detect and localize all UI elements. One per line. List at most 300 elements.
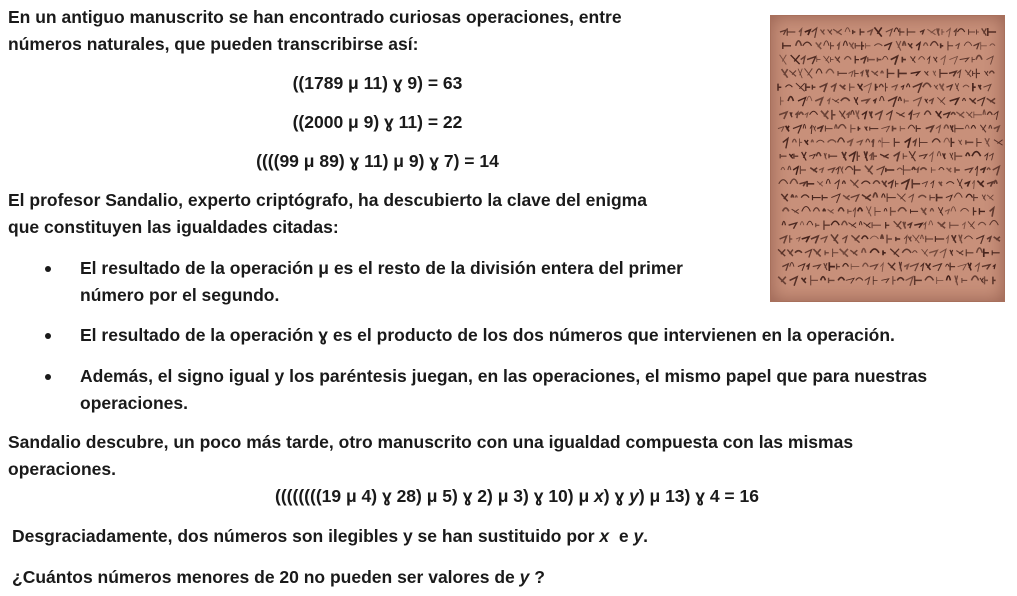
hieroglyph-stroke [976, 29, 978, 34]
hieroglyph-stroke [864, 151, 867, 161]
hieroglyph-stroke [908, 237, 911, 242]
hieroglyph-stroke [849, 43, 853, 50]
intro-line-1: En un antiguo manuscrito se han encontrado curiosas operaciones, entre [8, 7, 622, 27]
hieroglyph-stroke [922, 182, 928, 187]
hieroglyph-stroke [781, 167, 785, 170]
hieroglyph-stroke [929, 99, 933, 104]
hieroglyph-stroke [979, 208, 985, 215]
hieroglyph-stroke [840, 85, 846, 90]
hieroglyph-stroke [955, 276, 958, 286]
hieroglyph-stroke [807, 221, 813, 225]
hieroglyph-stroke [793, 167, 798, 175]
hieroglyph-stroke [800, 138, 803, 146]
hieroglyph-stroke [863, 263, 869, 266]
hieroglyph-stroke [838, 125, 846, 129]
hieroglyph-stroke [955, 125, 964, 133]
hieroglyph-stroke [925, 99, 928, 103]
hieroglyph-stroke [943, 153, 946, 159]
hieroglyph-stroke [896, 237, 900, 241]
hieroglyph-stroke [795, 196, 797, 198]
hieroglyph-stroke [937, 194, 943, 202]
hieroglyph-stroke [929, 250, 937, 256]
hieroglyph-stroke [976, 55, 982, 59]
hieroglyph-stroke [955, 152, 962, 160]
hieroglyph-stroke [857, 140, 863, 145]
hieroglyph-stroke [816, 42, 822, 49]
hieroglyph-stroke [817, 126, 822, 132]
hieroglyph-stroke [913, 83, 922, 92]
hieroglyph-stroke [824, 263, 827, 270]
hieroglyph-stroke [874, 44, 882, 46]
hieroglyph-stroke [964, 42, 972, 46]
hieroglyph-stroke [937, 277, 944, 284]
hieroglyph-stroke [945, 209, 949, 214]
hieroglyph-stroke [939, 167, 944, 170]
hieroglyph-stroke [787, 28, 795, 36]
hieroglyph-stroke [783, 208, 789, 211]
hieroglyph-stroke [894, 138, 899, 147]
hieroglyph-stroke [823, 209, 825, 211]
hieroglyph-stroke [893, 276, 896, 285]
hieroglyph-stroke [875, 207, 881, 216]
hieroglyph-stroke [959, 235, 962, 244]
hieroglyph-stroke [799, 112, 803, 114]
hieroglyph-stroke [798, 69, 802, 79]
hieroglyph-stroke [894, 221, 902, 229]
hieroglyph-stroke [904, 265, 908, 270]
hieroglyph-stroke [860, 71, 862, 76]
hieroglyph-stroke [951, 207, 956, 212]
hieroglyph-stroke [812, 28, 817, 38]
hieroglyph-stroke [789, 71, 796, 77]
hieroglyph-stroke [812, 195, 820, 200]
hieroglyph-stroke [778, 249, 785, 256]
hieroglyph-stroke [806, 83, 810, 90]
hieroglyph-stroke [940, 69, 948, 78]
hieroglyph-stroke [982, 28, 987, 35]
hieroglyph-stroke [865, 166, 873, 175]
hieroglyph-stroke [966, 153, 970, 156]
hieroglyph-stroke [848, 223, 856, 228]
hieroglyph-stroke [902, 57, 906, 63]
hieroglyph-stroke [831, 57, 834, 62]
hieroglyph-stroke [977, 181, 983, 187]
hieroglyph-stroke [884, 43, 891, 50]
hieroglyph-stroke [870, 265, 878, 270]
hieroglyph-stroke [885, 83, 887, 92]
hieroglyph-stroke [943, 113, 950, 119]
hieroglyph-stroke [936, 111, 942, 118]
hieroglyph-stroke [893, 126, 897, 132]
hieroglyph-stroke [851, 195, 859, 202]
hieroglyph-stroke [965, 125, 969, 129]
hieroglyph-stroke [987, 56, 994, 64]
hieroglyph-stroke [955, 83, 958, 91]
hieroglyph-stroke [778, 127, 784, 132]
hieroglyph-stroke [923, 43, 927, 46]
hieroglyph-stroke [931, 167, 935, 173]
bullet-dot-2 [45, 333, 51, 339]
hieroglyph-stroke [805, 113, 808, 118]
hieroglyph-stroke [920, 168, 926, 170]
hieroglyph-stroke [951, 138, 954, 147]
hieroglyph-stroke [950, 250, 953, 256]
hieroglyph-stroke [888, 181, 893, 188]
hieroglyph-stroke [989, 153, 993, 160]
hieroglyph-stroke [983, 84, 991, 91]
hieroglyph-stroke [833, 29, 841, 34]
hieroglyph-stroke [826, 179, 830, 184]
equation-2: ((2000 μ 9) ɣ 11) = 22 [292, 112, 463, 132]
hieroglyph-stroke [838, 138, 845, 143]
hieroglyph-stroke [927, 29, 935, 34]
hieroglyph-stroke [842, 221, 848, 225]
hieroglyph-stroke [937, 152, 941, 157]
hieroglyph-stroke [963, 85, 969, 87]
hieroglyph-stroke [913, 113, 919, 118]
hieroglyph-stroke [911, 72, 920, 76]
hieroglyph-stroke [994, 126, 999, 132]
hieroglyph-stroke [804, 140, 808, 145]
hieroglyph-stroke [975, 263, 979, 272]
hieroglyph-stroke [910, 56, 915, 62]
hieroglyph-stroke [831, 84, 836, 91]
hieroglyph-stroke [809, 154, 815, 159]
hieroglyph-stroke [872, 139, 874, 147]
hieroglyph-stroke [922, 249, 928, 256]
hieroglyph-stroke [931, 181, 934, 188]
hieroglyph-stroke [833, 249, 839, 257]
hieroglyph-stroke [990, 221, 999, 226]
hieroglyph-stroke [831, 42, 834, 49]
hieroglyph-stroke [869, 154, 872, 160]
hieroglyph-stroke [969, 98, 975, 103]
hieroglyph-stroke [868, 57, 875, 62]
hieroglyph-stroke [904, 99, 909, 104]
hieroglyph-stroke [977, 138, 982, 147]
hieroglyph-stroke [935, 236, 944, 242]
hieroglyph-stroke [844, 57, 851, 60]
hieroglyph-stroke [865, 277, 870, 285]
hieroglyph-stroke [909, 194, 914, 202]
hieroglyph-stroke [842, 236, 847, 243]
hieroglyph-stroke [780, 236, 787, 243]
hieroglyph-stroke [866, 139, 870, 142]
hieroglyph-stroke [786, 126, 789, 132]
hieroglyph-stroke [974, 112, 982, 119]
hieroglyph-stroke [873, 181, 880, 184]
hieroglyph-stroke [920, 30, 924, 34]
hieroglyph-stroke [949, 71, 956, 76]
hieroglyph-stroke [853, 208, 856, 218]
hieroglyph-stroke [962, 278, 967, 283]
hieroglyph-stroke [898, 97, 901, 101]
hieroglyph-stroke [908, 125, 915, 129]
hieroglyph-stroke [824, 220, 830, 229]
hieroglyph-stroke [987, 112, 992, 115]
hieroglyph-stroke [955, 44, 959, 49]
hieroglyph-stroke [937, 97, 945, 104]
hieroglyph-stroke [813, 265, 821, 269]
hieroglyph-stroke [881, 235, 883, 239]
bullet-dot-3 [45, 374, 51, 380]
hieroglyph-stroke [921, 208, 926, 215]
hieroglyph-stroke [862, 112, 867, 119]
hieroglyph-stroke [891, 207, 896, 216]
hieroglyph-stroke [782, 264, 788, 271]
hieroglyph-stroke [810, 168, 817, 173]
hieroglyph-stroke [972, 57, 975, 63]
hieroglyph-stroke [933, 57, 937, 62]
hieroglyph-stroke [924, 71, 928, 75]
hieroglyph-stroke [976, 69, 980, 79]
bullet-1-line-2: número por el segundo. [80, 285, 280, 305]
hieroglyph-stroke [858, 84, 863, 91]
hieroglyph-stroke [866, 70, 869, 78]
hieroglyph-stroke [817, 181, 823, 186]
hieroglyph-stroke [982, 195, 985, 201]
hieroglyph-stroke [948, 41, 953, 50]
hieroglyph-stroke [949, 56, 957, 64]
hieroglyph-stroke [942, 29, 944, 35]
hieroglyph-stroke [792, 139, 796, 142]
hieroglyph-stroke [870, 249, 879, 253]
hieroglyph-stroke [856, 110, 859, 119]
hieroglyph-stroke [782, 69, 788, 78]
hieroglyph-stroke [860, 29, 864, 36]
hieroglyph-stroke [936, 126, 941, 134]
hieroglyph-stroke [985, 138, 989, 146]
hieroglyph-stroke [861, 99, 869, 103]
hieroglyph-stroke [787, 250, 793, 256]
hieroglyph-stroke [958, 264, 967, 270]
compound-equation: ((((((((19 μ 4) ɣ 28) μ 5) ɣ 2) μ 3) ɣ 10) μ x) ɣ y) μ 13) ɣ 4 = 16 [275, 486, 759, 506]
hieroglyph-stroke [811, 236, 818, 243]
hieroglyph-stroke [919, 57, 925, 60]
hieroglyph-stroke [994, 237, 1000, 241]
hieroglyph-stroke [887, 69, 894, 78]
hieroglyph-stroke [965, 236, 973, 239]
hieroglyph-stroke [913, 97, 921, 106]
hieroglyph-stroke [831, 234, 838, 243]
hieroglyph-stroke [978, 222, 986, 225]
hieroglyph-stroke [990, 208, 994, 217]
hieroglyph-stroke [840, 166, 843, 173]
hieroglyph-stroke [874, 27, 881, 36]
hieroglyph-stroke [916, 168, 918, 173]
hieroglyph-stroke [860, 57, 865, 64]
hieroglyph-stroke [987, 98, 995, 103]
hieroglyph-stroke [802, 206, 811, 211]
professor-line-2: que constituyen las igualdades citadas: [8, 217, 339, 237]
hieroglyph-stroke [966, 140, 973, 144]
hieroglyph-stroke [796, 237, 800, 241]
hieroglyph-stroke [835, 57, 840, 63]
hieroglyph-stroke [919, 154, 927, 158]
hieroglyph-stroke [801, 278, 805, 283]
hieroglyph-stroke [916, 43, 920, 51]
hieroglyph-stroke [835, 125, 837, 129]
hieroglyph-stroke [894, 153, 900, 162]
hieroglyph-stroke [898, 69, 906, 77]
hieroglyph-stroke [972, 152, 981, 157]
hieroglyph-stroke [778, 84, 781, 91]
hieroglyph-stroke [909, 111, 912, 119]
hieroglyph-stroke [802, 152, 807, 161]
hieroglyph-stroke [972, 180, 974, 189]
hieroglyph-stroke [851, 264, 859, 270]
hieroglyph-stroke [890, 249, 899, 257]
hieroglyph-stroke [898, 208, 906, 212]
hieroglyph-stroke [847, 140, 852, 146]
hieroglyph-stroke [803, 124, 806, 128]
hieroglyph-stroke [843, 263, 849, 266]
hieroglyph-stroke [800, 166, 806, 174]
hieroglyph-stroke [825, 250, 829, 255]
hieroglyph-stroke [880, 154, 889, 158]
hieroglyph-stroke [989, 125, 992, 128]
hieroglyph-stroke [939, 84, 943, 91]
hieroglyph-stroke [966, 194, 973, 197]
hieroglyph-stroke [929, 221, 933, 225]
hieroglyph-stroke [835, 180, 840, 189]
hieroglyph-stroke [856, 278, 863, 281]
hieroglyph-stroke [933, 264, 942, 271]
hieroglyph-stroke [824, 41, 829, 46]
hieroglyph-stroke [817, 57, 821, 62]
hieroglyph-stroke [879, 84, 883, 87]
hieroglyph-stroke [804, 68, 812, 78]
hieroglyph-stroke [993, 166, 1000, 175]
hieroglyph-stroke [785, 85, 792, 87]
hieroglyph-stroke [855, 70, 859, 77]
hieroglyph-stroke [821, 237, 827, 243]
discovery-line-1: Sandalio descubre, un poco más tarde, otro manuscrito con una igualdad compuesta con las mismas [8, 432, 854, 452]
hieroglyph-stroke [873, 276, 877, 285]
hieroglyph-stroke [828, 30, 832, 35]
hieroglyph-stroke [934, 85, 938, 90]
hieroglyph-stroke [864, 83, 872, 93]
hieroglyph-stroke [841, 98, 850, 101]
hieroglyph-stroke [831, 194, 840, 203]
hieroglyph-stroke [792, 209, 799, 213]
hieroglyph-stroke [884, 209, 887, 212]
hieroglyph-stroke [865, 127, 868, 131]
hieroglyph-stroke [815, 98, 822, 106]
hieroglyph-stroke [849, 152, 855, 162]
hieroglyph-stroke [807, 181, 814, 187]
hieroglyph-stroke [900, 28, 905, 36]
hieroglyph-stroke [866, 43, 871, 48]
hieroglyph-stroke [795, 113, 797, 119]
hieroglyph-stroke [941, 43, 944, 48]
hieroglyph-stroke [959, 140, 962, 145]
hieroglyph-stroke [873, 99, 876, 103]
hieroglyph-stroke [912, 179, 920, 188]
hieroglyph-stroke [965, 168, 973, 173]
hieroglyph-stroke [811, 140, 813, 142]
hieroglyph-stroke [993, 277, 996, 285]
hieroglyph-stroke [926, 126, 934, 132]
hieroglyph-stroke [974, 194, 978, 201]
hieroglyph-stroke [788, 166, 791, 170]
hieroglyph-stroke [957, 29, 964, 32]
hieroglyph-stroke [930, 209, 933, 212]
hieroglyph-stroke [987, 237, 991, 242]
hieroglyph-stroke [962, 223, 965, 229]
hieroglyph-stroke [944, 138, 950, 142]
hieroglyph-stroke [816, 69, 822, 73]
hieroglyph-stroke [796, 83, 805, 91]
hieroglyph-stroke [930, 42, 938, 46]
hieroglyph-stroke [957, 70, 960, 78]
hieroglyph-stroke [941, 56, 946, 65]
hieroglyph-stroke [875, 111, 882, 120]
hieroglyph-stroke [870, 236, 878, 239]
hieroglyph-stroke [795, 251, 802, 253]
hieroglyph-stroke [960, 58, 969, 62]
question-line: ¿Cuántos números menores de 20 no pueden ser valores de y ? [12, 567, 545, 587]
hieroglyph-stroke [807, 96, 812, 101]
hieroglyph-stroke [789, 154, 792, 158]
hieroglyph-stroke [829, 278, 835, 283]
hieroglyph-stroke [813, 249, 820, 256]
hieroglyph-stroke [981, 42, 987, 50]
hieroglyph-stroke [790, 277, 798, 286]
hieroglyph-stroke [806, 265, 809, 270]
hieroglyph-stroke [816, 153, 821, 157]
hieroglyph-stroke [984, 249, 989, 257]
hieroglyph-stroke [980, 125, 986, 133]
hieroglyph-stroke [842, 152, 846, 161]
hieroglyph-stroke [850, 250, 857, 255]
hieroglyph-stroke [896, 41, 901, 51]
hieroglyph-stroke [912, 235, 919, 243]
hieroglyph-stroke [930, 195, 935, 201]
hieroglyph-stroke [992, 250, 999, 255]
hieroglyph-stroke [993, 265, 995, 269]
hieroglyph-stroke [940, 249, 946, 258]
hieroglyph-stroke [957, 179, 962, 189]
bullet-3-line-1: Además, el signo igual y los paréntesis juegan, en las operaciones, el mismo papel que para nuestras [80, 366, 928, 386]
hieroglyph-stroke [977, 98, 984, 107]
hieroglyph-stroke [831, 221, 839, 225]
hieroglyph-stroke [850, 83, 855, 91]
hieroglyph-stroke [897, 194, 905, 202]
hieroglyph-stroke [862, 236, 868, 239]
hieroglyph-stroke [951, 113, 955, 115]
hieroglyph-stroke [796, 41, 802, 46]
hieroglyph-stroke [854, 166, 860, 175]
hieroglyph-stroke [918, 195, 926, 197]
hieroglyph-stroke [946, 29, 950, 38]
hieroglyph-stroke [888, 97, 896, 107]
hieroglyph-stroke [781, 194, 787, 201]
hieroglyph-stroke [887, 235, 892, 244]
hieroglyph-stroke [946, 264, 949, 266]
hieroglyph-stroke [985, 276, 988, 284]
variable-y: y [629, 486, 639, 506]
hieroglyph-stroke [906, 277, 913, 286]
hieroglyph-stroke [932, 139, 940, 143]
hieroglyph-stroke [783, 138, 788, 148]
hieroglyph-stroke [915, 276, 922, 285]
hieroglyph-stroke [857, 152, 860, 161]
hieroglyph-stroke [781, 97, 784, 106]
hieroglyph-stroke [897, 278, 904, 281]
hieroglyph-stroke [912, 251, 917, 253]
hieroglyph-stroke [994, 180, 997, 183]
